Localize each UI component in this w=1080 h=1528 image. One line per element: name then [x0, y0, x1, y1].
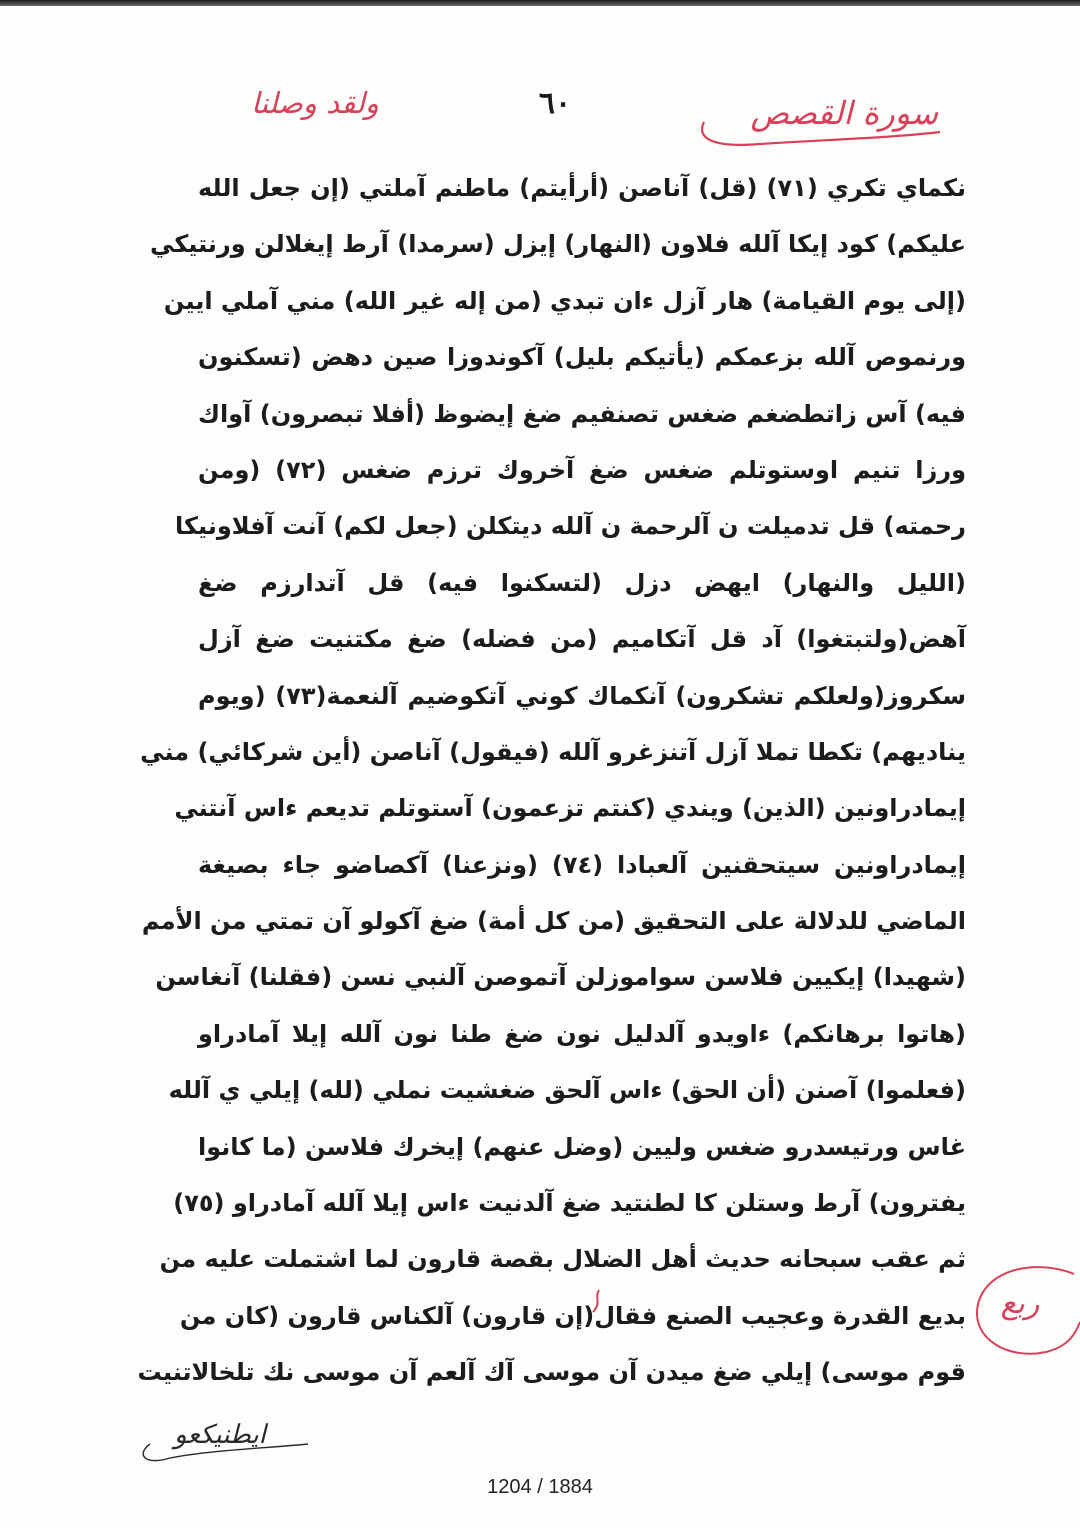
text-line: الماضي للدلالة على التحقيق (من كل أمة) ضغ آكولو آن تمتي من الأمم: [141, 907, 966, 936]
body-text: [137, 160, 967, 1401]
page-number: ٦٠: [538, 86, 572, 121]
text-line: إيمادراونين سيتحقنين آلعبادا (٧٤) (ونزعنا) آكصاضو جاء بصيغة: [198, 850, 966, 879]
text-line: (هاتوا برهانكم) ءاويدو آلدليل نون ضغ طنا نون آلله إيلا آمادراو: [198, 1019, 966, 1048]
text-line: ثم عقب سبحانه حديث أهل الضلال بقصة قارون لما اشتملت عليه من: [159, 1245, 966, 1274]
text-line: (فعلموا) آصنن (أن الحق) ءاس آلحق ضغشيت نملي (لله) إيلي ي آلله: [168, 1076, 966, 1105]
text-line: ورزا تنيم اوستوتلم ضغس ضغ آخروك ترزم ضغس (٧٢) (ومن: [198, 455, 966, 484]
surah-name-text: سورة القصص: [750, 94, 938, 132]
text-line: يناديهم) تكطا تملا آزل آتنزغرو آلله (فيقول) آناصن (أين شركائي) مني: [140, 737, 966, 766]
quarter-marker-label: ربع: [1000, 1286, 1040, 1321]
signature: [130, 1414, 320, 1474]
page-counter: 1204 / 1884: [487, 1476, 593, 1498]
text-line: (شهيدا) إيكيين فلاسن سواموزلن آتموصن آلنبي نسن (فقلنا) آنغاسن: [155, 963, 966, 992]
manuscript-page: [0, 6, 1080, 1528]
text-line: يفترون) آرط وستلن كا لطنتيد ضغ آلدنيت ءاس إيلا آلله آمادراو (٧٥): [173, 1189, 966, 1218]
quarter-marker: [970, 1252, 1080, 1364]
text-line: إيمادراونين (الذين) ويندي (كنتم تزعمون) آستوتلم تديعم ءاس آنتني: [174, 794, 966, 823]
text-line: بديع القدرة وعجيب الصنع فقال(إن قارون) آلكناس قارون (كان من: [179, 1301, 966, 1330]
text-line: ورنموص آلله بزعمكم (يأتيكم بليل) آكوندوزا صين دهض (تسكنون: [198, 343, 966, 372]
text-line: فيه) آس زاتطضغم ضغس تصنفيم ضغ إيضوظ (أفلا تبصرون) آواك: [198, 399, 966, 428]
text-line: غاس ورتيسدرو ضغس وليين (وضل عنهم) إيخرك فلاسن (ما كانوا: [198, 1132, 966, 1161]
text-line: قوم موسى) إيلي ضغ ميدن آن موسى آك آلعم آن موسى نك تلخالاتنيت: [137, 1358, 966, 1387]
signature-text: ايطنيكعو: [174, 1420, 266, 1450]
text-line: (إلى يوم القيامة) هار آزل ءان تبدي (من إله غير الله) مني آملي ايين: [163, 286, 966, 315]
surah-name-heading: [690, 92, 960, 158]
text-line: رحمته) قل تدميلت ن آلرحمة ن آلله ديتكلن (جعل لكم) آنت آفلاونيكا: [175, 512, 966, 541]
text-line: عليكم) كود إيكا آلله فلاون (النهار) إيزل (سرمدا) آرط إيغلالن ورنتيكي: [150, 230, 966, 259]
margin-note-heading: ولقد وصلنا: [251, 86, 379, 120]
text-line: آهض(ولتبتغوا) آد قل آتكاميم (من فضله) ضغ مكتنيت ضغ آزل: [198, 625, 966, 654]
insertion-mark-icon: [590, 1288, 604, 1316]
text-line: سكروز(ولعلكم تشكرون) آنكماك كوني آتكوضيم آلنعمة(٧٣) (ويوم: [198, 681, 967, 710]
text-line: (الليل والنهار) ايهض دزل (لتسكنوا فيه) قل آتدارزم ضغ: [198, 568, 966, 597]
text-line: نكماي تكري (٧١) (قل) آناصن (أرأيتم) ماطنم آملتي (إن جعل الله: [198, 174, 966, 202]
